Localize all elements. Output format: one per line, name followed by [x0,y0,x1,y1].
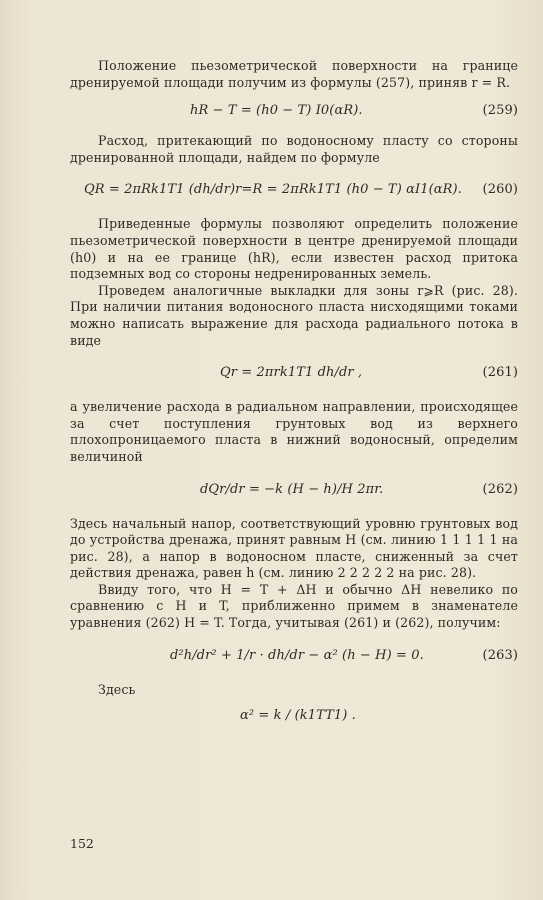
formula-262-number: (262) [482,481,518,497]
formula-263 [70,636,518,678]
paragraph-1: Положение пьезометрической поверхности на границе дренируемой площади получим из формулы (257), приняв r = R. [70,58,518,90]
page-number: 152 [70,836,94,851]
formula-261-expr: Qr = 2πrk1T1 dh/dr , [220,365,363,381]
formula-261 [70,353,518,395]
formula-259-number: (259) [482,103,518,119]
formula-260-number: (260) [482,182,518,198]
paragraph-5: а увеличение расхода в радиальном направлении, происходящее за счет поступления грунтовых вод из верхнего плохопроницаемого пласта в нижний водоносный, определим величиной [70,399,518,464]
paragraph-3: Приведенные формулы позволяют определить положение пьезометрической поверхности в центре дренируемой площади (h0) и на ее границе (hR), если известен расход притока подземных вод со стороны недренированных земель. [70,216,518,282]
paragraph-8: Здесь [98,681,136,697]
formula-259-expr: hR − T = (h0 − T) I0(αR). [190,103,363,119]
page-body [70,58,518,748]
formula-263-number: (263) [482,647,518,663]
formula-261-number: (261) [482,365,518,381]
formula-alpha-expr: α² = k / (k1TT1) . [240,708,356,724]
formula-259 [70,95,518,129]
paragraph-2: Расход, притекающий по водоносному пласту со стороны дренированной площади, найдем по формуле [70,133,518,165]
paragraph-4: Проведем аналогичные выкладки для зоны r⩾R (рис. 28). При наличии питания водоносного пласта нисходящими токами можно написать выражение для расхода радиального потока в виде [70,282,518,348]
formula-260-expr: QR = 2πRk1T1 (dh/dr)r=R = 2πRk1T1 (h0 − T) αI1(αR). [84,182,462,198]
formula-263-expr: d²h/dr² + 1/r · dh/dr − α² (h − H) = 0. [170,647,424,663]
formula-262 [70,470,518,512]
formula-alpha [70,702,518,744]
paragraph-6: Здесь начальный напор, соответствующий уровню грунтовых вод до устройства дренажа, принят равным H (см. линию 1 1 1 1 1 на рис. 28), а напор в водоносном пласте, сниженный за счет действия дренажа, равен h (см. линию 2 2 2 2 2 на рис. 28). [70,515,518,581]
formula-260 [70,170,518,212]
formula-262-expr: dQr/dr = −k (H − h)/H 2πr. [200,481,384,497]
paragraph-7: Ввиду того, что H = T + ΔH и обычно ΔH невелико по сравнению с H и T, приближенно примем в знаменателе уравнения (262) H = T. Тогда, учитывая (261) и (262), получим: [70,581,518,631]
